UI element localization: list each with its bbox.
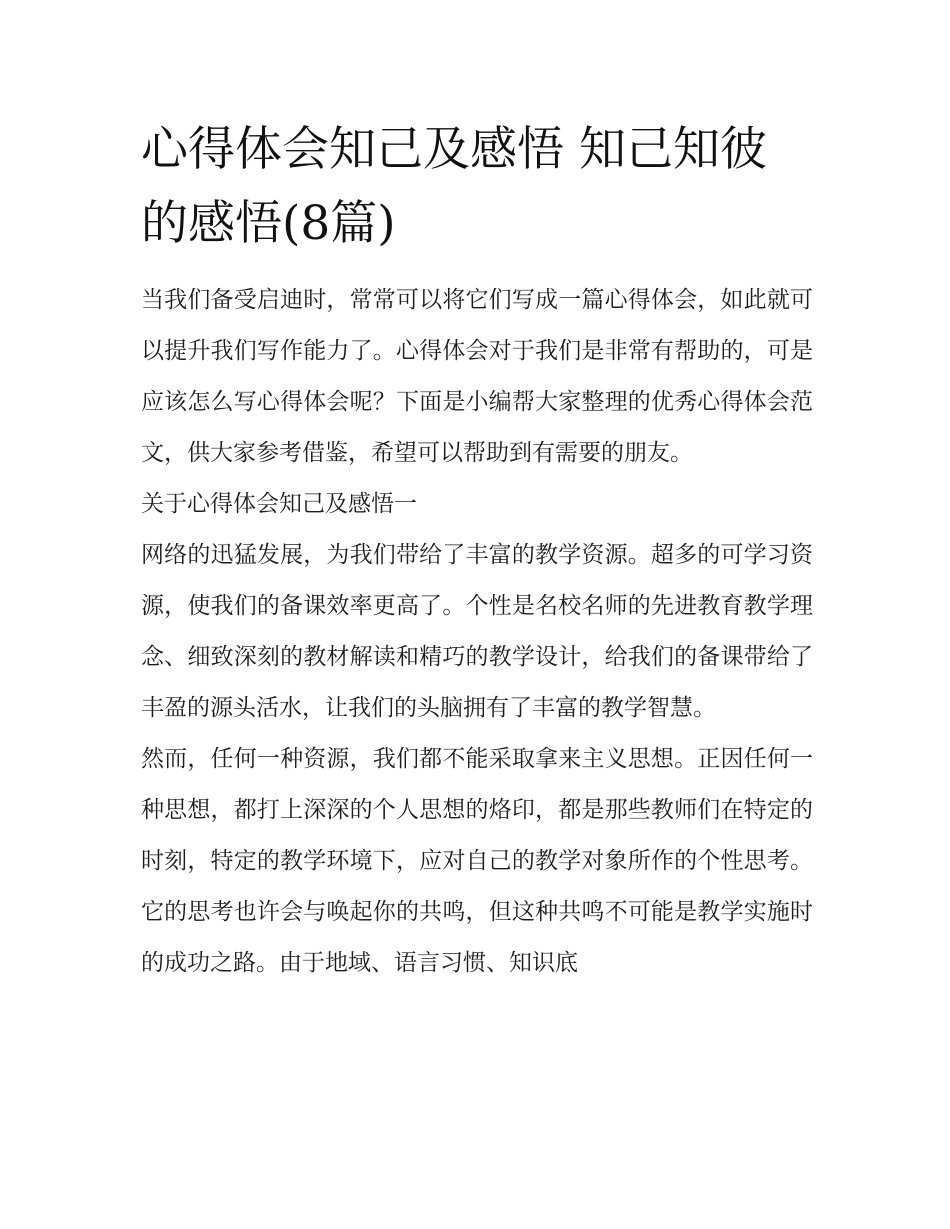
document-title: 心得体会知己及感悟 知己知彼的感悟(8篇) [141, 122, 767, 251]
body-paragraph-1: 网络的迅猛发展，为我们带给了丰富的教学资源。超多的可学习资源，使我们的备课效率更高了。个性是名校名师的先进教育教学理念、细致深刻的教材解读和精巧的教学设计，给我们的备课带给了丰盈的源头活水，让我们的头脑拥有了丰富的教学智慧。 [141, 542, 813, 721]
section-heading: 关于心得体会知己及感悟一 [141, 491, 417, 517]
document-body [141, 113, 813, 989]
body-paragraph-2: 然而，任何一种资源，我们都不能采取拿来主义思想。正因任何一种思想，都打上深深的个人思想的烙印，都是那些教师们在特定的时刻，特定的教学环境下，应对自己的教学对象所作的个性思考。它的思考也许会与唤起你的共鸣，但这种共鸣不可能是教学实施时的成功之路。由于地域、语言习惯、知识底 [141, 746, 813, 976]
intro-paragraph: 当我们备受启迪时，常常可以将它们写成一篇心得体会，如此就可以提升我们写作能力了。心得体会对于我们是非常有帮助的，可是应该怎么写心得体会呢？下面是小编帮大家整理的优秀心得体会范文，供大家参考借鉴，希望可以帮助到有需要的朋友。 [141, 287, 813, 466]
